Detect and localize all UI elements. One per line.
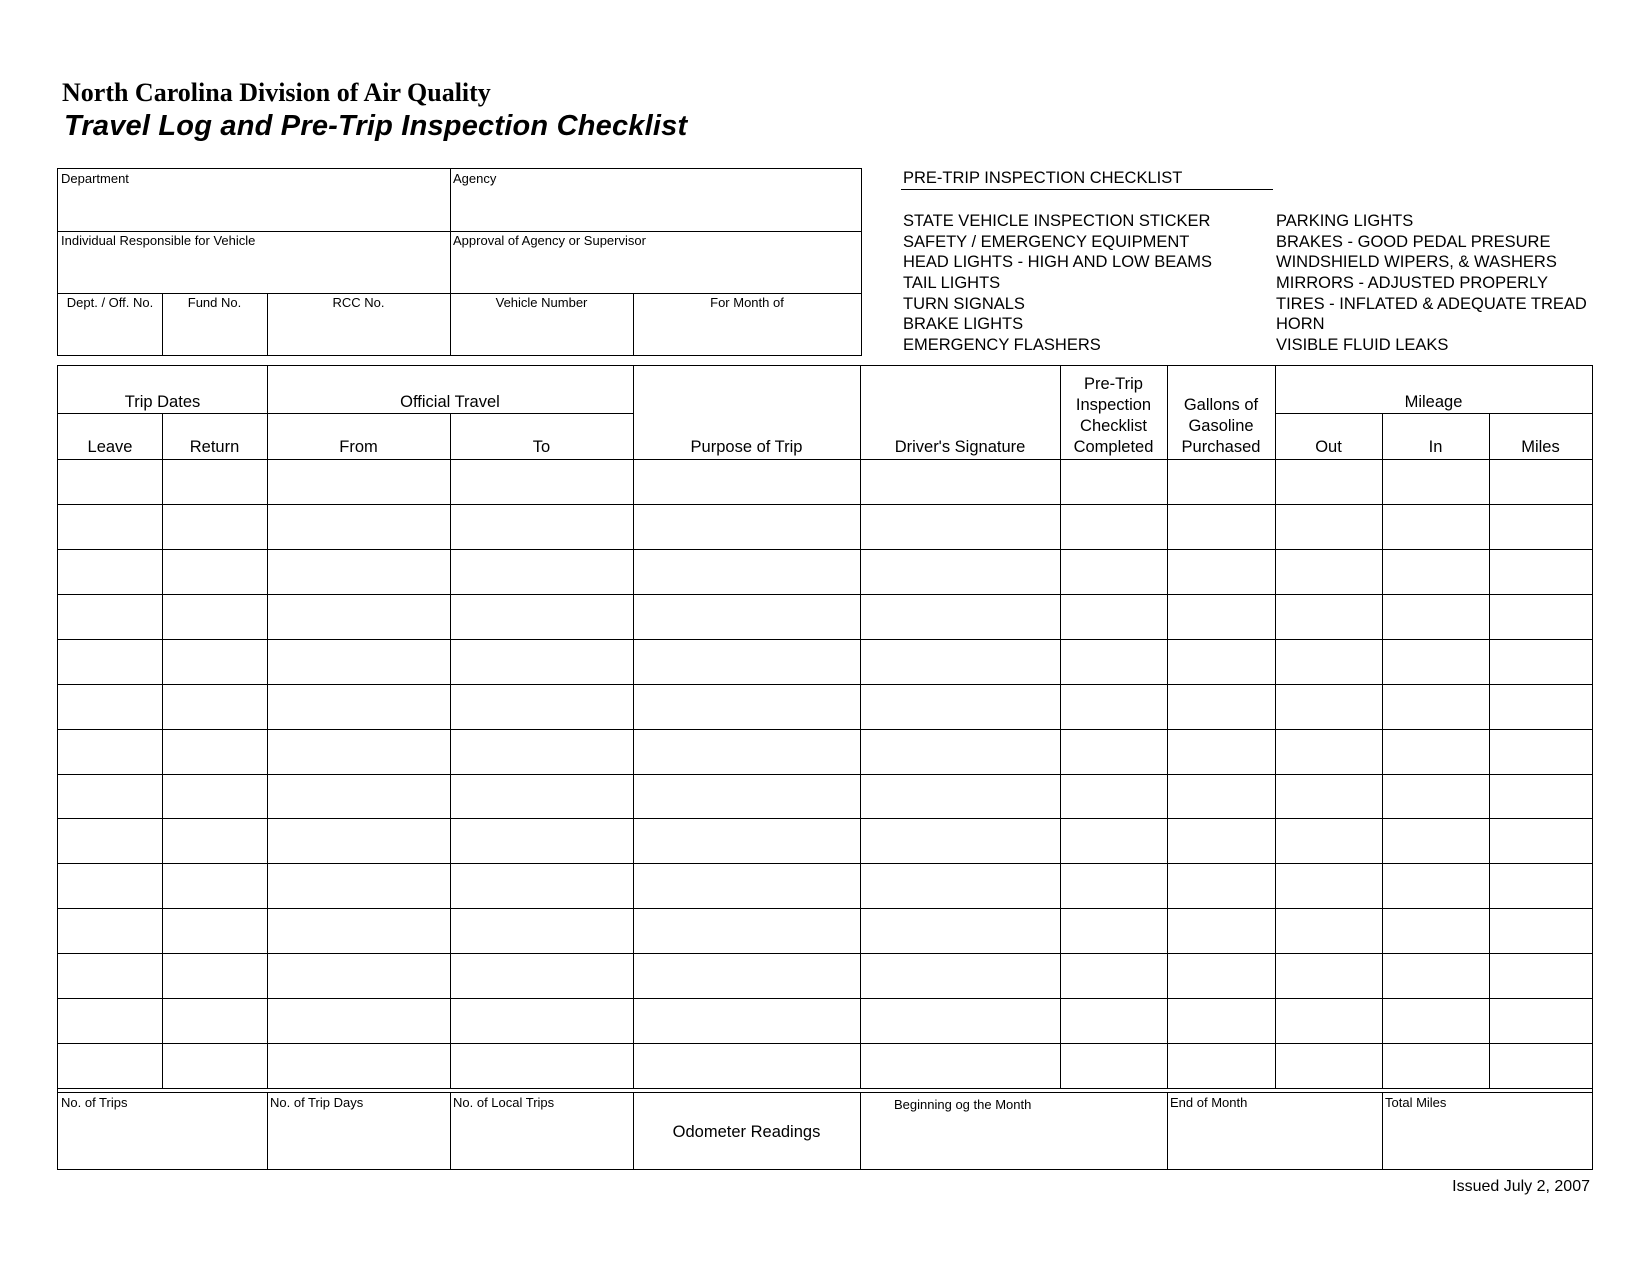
- checklist-item-right-0: PARKING LIGHTS: [1276, 212, 1414, 230]
- checklist-item-left-3: TAIL LIGHTS: [903, 274, 1001, 293]
- log-row-separator: [58, 594, 1592, 595]
- col-mileage-in: In: [1428, 438, 1443, 456]
- approval-field[interactable]: Approval of Agency or Supervisor: [453, 233, 646, 248]
- official-travel-header: Official Travel: [400, 393, 500, 411]
- log-row-separator: [58, 549, 1592, 550]
- checklist-left-column: [903, 211, 1212, 356]
- trip-dates-header: Trip Dates: [124, 393, 201, 411]
- checklist-item-right-1: BRAKES - GOOD PEDAL PRESURE: [1276, 232, 1551, 251]
- checklist-item-left-0: STATE VEHICLE INSPECTION STICKER: [903, 212, 1211, 230]
- individual-responsible-field[interactable]: Individual Responsible for Vehicle: [61, 233, 256, 248]
- no-of-local-trips-field[interactable]: No. of Local Trips: [453, 1095, 555, 1110]
- no-of-trips-field[interactable]: No. of Trips: [61, 1095, 128, 1110]
- checklist-item-right-4: TIRES - INFLATED & ADEQUATE TREAD: [1276, 294, 1587, 313]
- log-row-separator: [58, 818, 1592, 819]
- log-row-separator: [58, 953, 1592, 954]
- log-row-separator: [58, 908, 1592, 909]
- beginning-of-month-field[interactable]: Beginning og the Month: [894, 1097, 1032, 1112]
- fund-no-field[interactable]: Fund No.: [187, 295, 242, 310]
- total-miles-field[interactable]: Total Miles: [1385, 1095, 1447, 1110]
- odometer-readings-label: Odometer Readings: [672, 1123, 821, 1141]
- log-row-separator: [58, 639, 1592, 640]
- checklist-item-left-6: EMERGENCY FLASHERS: [903, 336, 1101, 355]
- for-month-of-field[interactable]: For Month of: [710, 295, 784, 310]
- checklist-item-right-3: MIRRORS - ADJUSTED PROPERLY: [1276, 274, 1548, 293]
- checklist-right-column: [1276, 211, 1587, 356]
- end-of-month-field[interactable]: End of Month: [1170, 1095, 1248, 1110]
- log-row-separator: [58, 504, 1592, 505]
- travel-log-table: [57, 365, 1593, 1170]
- mileage-header: Mileage: [1404, 393, 1463, 411]
- vehicle-number-field[interactable]: Vehicle Number: [495, 295, 588, 310]
- col-pretrip-completed: Pre-Trip Inspection Checklist Completed: [1073, 375, 1154, 456]
- checklist-title: PRE-TRIP INSPECTION CHECKLIST: [903, 169, 1183, 187]
- log-row-separator: [58, 998, 1592, 999]
- log-row-separator: [58, 1043, 1592, 1044]
- document-title: Travel Log and Pre-Trip Inspection Checklist: [64, 110, 688, 142]
- dept-off-no-field[interactable]: Dept. / Off. No.: [66, 295, 154, 310]
- checklist-item-left-2: HEAD LIGHTS - HIGH AND LOW BEAMS: [903, 253, 1212, 272]
- log-row-separator: [58, 684, 1592, 685]
- organization-name: North Carolina Division of Air Quality: [62, 78, 491, 107]
- log-row-separator: [58, 729, 1592, 730]
- log-row-separator: [58, 774, 1592, 775]
- agency-field[interactable]: Agency: [453, 171, 497, 186]
- col-to: To: [532, 438, 551, 456]
- col-miles: Miles: [1521, 438, 1560, 456]
- checklist-item-right-2: WINDSHIELD WIPERS, & WASHERS: [1276, 253, 1557, 272]
- issued-date: Issued July 2, 2007: [1452, 1178, 1590, 1195]
- log-row-separator: [58, 863, 1592, 864]
- no-of-trip-days-field[interactable]: No. of Trip Days: [270, 1095, 364, 1110]
- checklist-item-right-6: VISIBLE FLUID LEAKS: [1276, 336, 1449, 355]
- col-return: Return: [189, 438, 240, 456]
- rcc-no-field[interactable]: RCC No.: [332, 295, 385, 310]
- col-gallons-purchased: Gallons of Gasoline Purchased: [1181, 396, 1261, 456]
- department-field[interactable]: Department: [61, 171, 129, 186]
- col-drivers-signature: Driver's Signature: [894, 438, 1026, 456]
- checklist-item-left-1: SAFETY / EMERGENCY EQUIPMENT: [903, 232, 1190, 251]
- col-leave: Leave: [87, 438, 133, 456]
- col-purpose-of-trip: Purpose of Trip: [690, 438, 803, 456]
- checklist-title-rule: [901, 189, 1273, 190]
- vehicle-info-grid: [57, 168, 862, 356]
- col-from: From: [339, 438, 378, 456]
- checklist-item-right-5: HORN: [1276, 315, 1325, 334]
- checklist-item-left-4: TURN SIGNALS: [903, 294, 1025, 313]
- checklist-item-left-5: BRAKE LIGHTS: [903, 315, 1024, 334]
- col-mileage-out: Out: [1315, 438, 1342, 456]
